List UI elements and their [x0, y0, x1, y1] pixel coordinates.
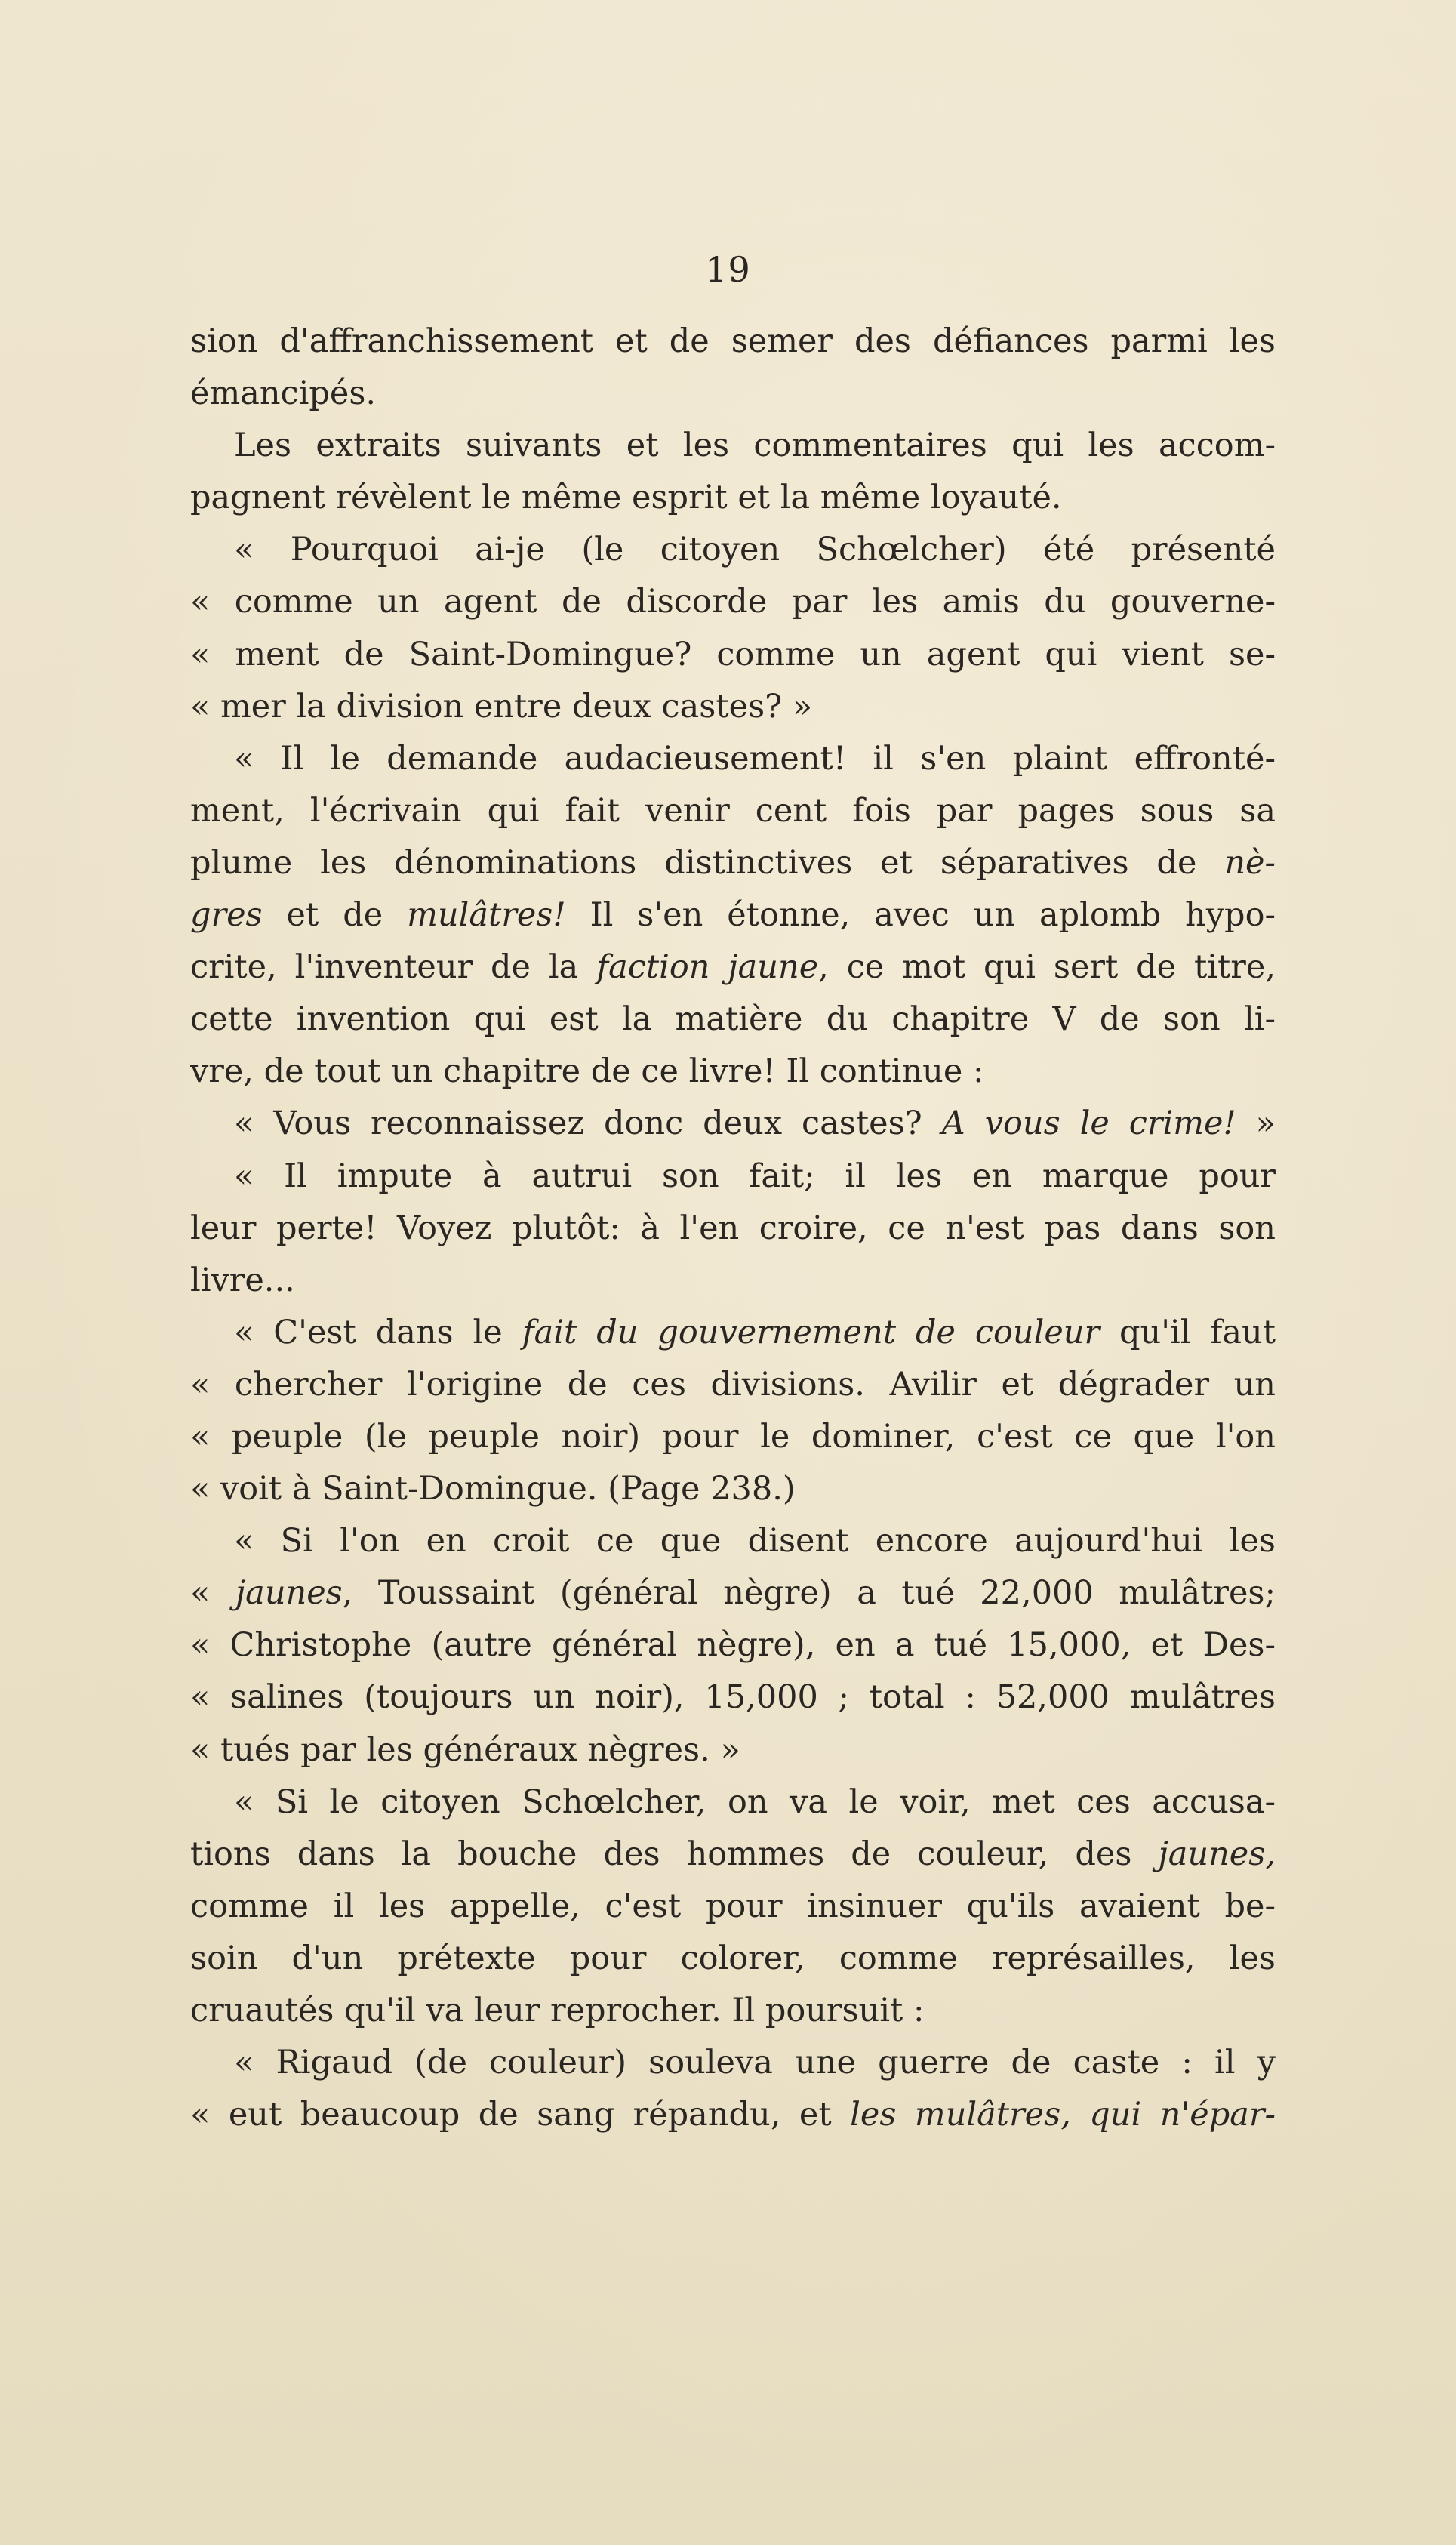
text-line: émancipés. [190, 374, 377, 413]
text-line: gres et de mulâtres! Il s'en étonne, avec un aplomb hypo- [190, 896, 1276, 935]
text-line: « salines (toujours un noir), 15,000 ; total : 52,000 mulâtres [190, 1678, 1276, 1717]
page-number: 19 [705, 249, 751, 290]
text-line: comme il les appelle, c'est pour insinuer qu'ils avaient be- [190, 1887, 1276, 1925]
body-text [190, 316, 1276, 2141]
text-line: « Christophe (autre général nègre), en a tué 15,000, et Des- [190, 1626, 1276, 1665]
text-line: cette invention qui est la matière du chapitre V de son li- [190, 1000, 1276, 1039]
text-line: « Si le citoyen Schœlcher, on va le voir, met ces accusa- [234, 1782, 1276, 1821]
text-line: cruautés qu'il va leur reprocher. Il poursuit : [190, 1992, 925, 2029]
text-line: « Il le demande audacieusement! il s'en plaint effronté- [234, 739, 1276, 778]
text-line: « Rigaud (de couleur) souleva une guerre de caste : il y [234, 2044, 1276, 2082]
text-line: « Il impute à autrui son fait; il les en marque pour [234, 1157, 1276, 1195]
text-line: « ment de Saint-Domingue? comme un agent qui vient se- [190, 635, 1276, 673]
text-line: « mer la division entre deux castes? » [190, 687, 813, 726]
text-line: pagnent révèlent le même esprit et la même loyauté. [190, 479, 1062, 517]
text-line: « comme un agent de discorde par les amis du gouverne- [190, 583, 1276, 621]
text-line: « C'est dans le fait du gouvernement de couleur qu'il faut [234, 1313, 1276, 1351]
text-line: vre, de tout un chapitre de ce livre! Il continue : [190, 1052, 984, 1091]
text-line: ment, l'écrivain qui fait venir cent fois par pages sous sa [190, 791, 1276, 830]
text-line: « peuple (le peuple noir) pour le dominer, c'est ce que l'on [190, 1417, 1276, 1456]
text-line: Les extraits suivants et les commentaires qui les accom- [234, 427, 1276, 465]
text-line: « Vous reconnaissez donc deux castes? A vous le crime! » [234, 1105, 1276, 1143]
text-line: leur perte! Voyez plutôt: à l'en croire, ce n'est pas dans son [190, 1209, 1276, 1247]
text-line: plume les dénominations distinctives et séparatives de nè- [190, 843, 1276, 882]
text-line: « tués par les généraux nègres. » [190, 1730, 740, 1769]
text-line: « Pourquoi ai-je (le citoyen Schœlcher) été présenté [234, 531, 1276, 569]
text-line: sion d'affranchissement et de semer des défiances parmi les [190, 322, 1276, 360]
text-line: « chercher l'origine de ces divisions. Avilir et dégrader un [190, 1365, 1276, 1403]
text-line: « voit à Saint-Domingue. (Page 238.) [190, 1470, 796, 1508]
text-line: crite, l'inventeur de la faction jaune, ce mot qui sert de titre, [190, 948, 1276, 987]
text-line: tions dans la bouche des hommes de couleur, des jaunes, [190, 1835, 1276, 1873]
text-line: « eut beaucoup de sang répandu, et les mulâtres, qui n'épar- [190, 2096, 1276, 2134]
text-line: « jaunes, Toussaint (général nègre) a tué 22,000 mulâtres; [190, 1574, 1276, 1613]
text-line: livre... [190, 1261, 295, 1299]
text-line: « Si l'on en croit ce que disent encore aujourd'hui les [234, 1522, 1276, 1561]
text-line: soin d'un prétexte pour colorer, comme représailles, les [190, 1939, 1276, 1977]
